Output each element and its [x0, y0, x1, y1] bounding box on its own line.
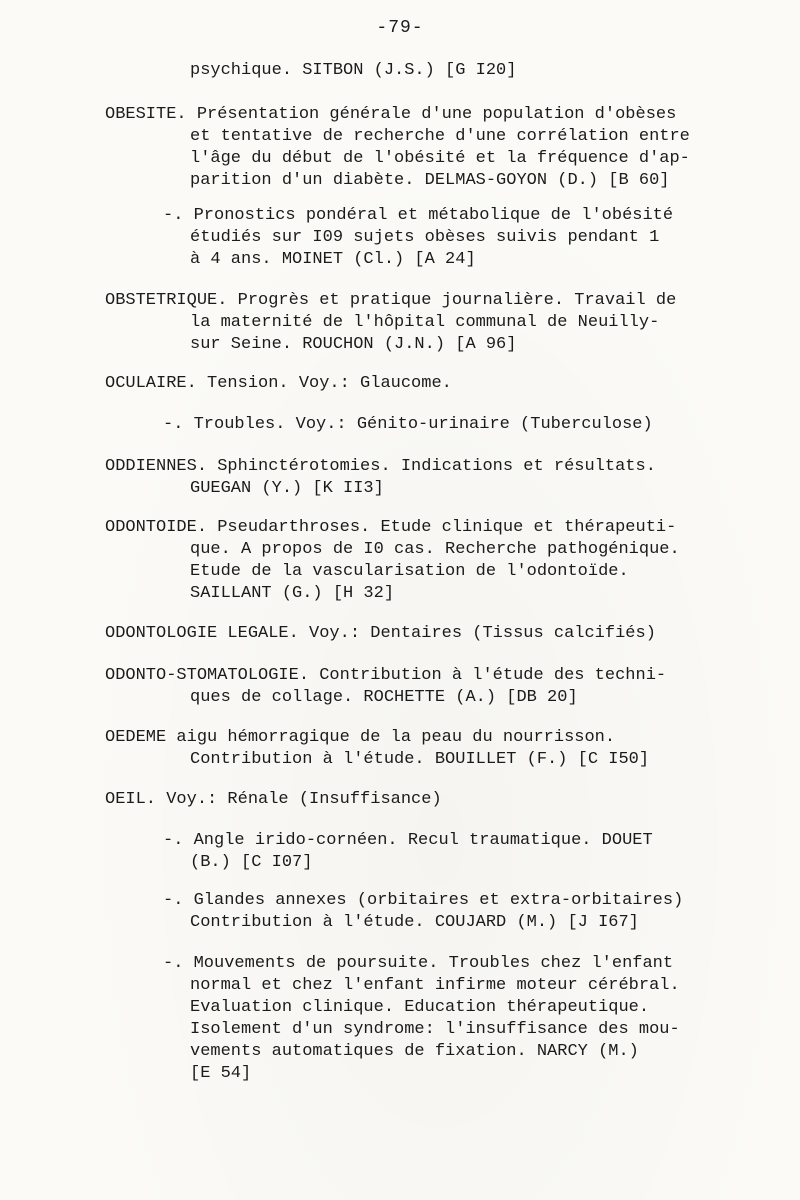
entry-line: [E 54] — [190, 1064, 252, 1083]
entry-line: -. Troubles. Voy.: Génito-urinaire (Tuberculose) — [163, 415, 653, 434]
index-entry — [105, 789, 705, 811]
entry-line: étudiés sur I09 sujets obèses suivis pendant 1 — [190, 228, 660, 247]
entry-line: GUEGAN (Y.) [K II3] — [190, 479, 384, 498]
index-entry — [105, 623, 705, 645]
index-entry — [105, 205, 705, 271]
entry-line: ODDIENNES. Sphinctérotomies. Indications et résultats. — [105, 457, 656, 476]
entry-line: la maternité de l'hôpital communal de Neuilly- — [190, 313, 660, 332]
entry-line: -. Angle irido-cornéen. Recul traumatique. DOUET — [163, 831, 653, 850]
index-entry — [105, 373, 705, 395]
entry-line: OEDEME aigu hémorragique de la peau du nourrisson. — [105, 728, 616, 747]
entry-line: -. Pronostics pondéral et métabolique de l'obésité — [163, 206, 674, 225]
index-entry — [105, 830, 705, 874]
index-entry — [105, 456, 705, 500]
entry-line: Evaluation clinique. Education thérapeutique. — [190, 998, 650, 1017]
index-entry — [105, 953, 705, 1085]
index-entry — [105, 104, 705, 192]
entry-line: sur Seine. ROUCHON (J.N.) [A 96] — [190, 335, 517, 354]
entry-line: normal et chez l'enfant infirme moteur cérébral. — [190, 976, 680, 995]
entry-line: ques de collage. ROCHETTE (A.) [DB 20] — [190, 688, 578, 707]
entry-line: vements automatiques de fixation. NARCY (M.) — [190, 1042, 639, 1061]
index-entry — [105, 890, 705, 934]
entry-line: -. Glandes annexes (orbitaires et extra-orbitaires) — [163, 891, 684, 910]
entry-line: ODONTO-STOMATOLOGIE. Contribution à l'étude des techni- — [105, 666, 667, 685]
index-entry — [105, 517, 705, 605]
entry-line: que. A propos de I0 cas. Recherche pathogénique. — [190, 540, 680, 559]
entry-line: OCULAIRE. Tension. Voy.: Glaucome. — [105, 374, 452, 393]
entry-line: OEIL. Voy.: Rénale (Insuffisance) — [105, 790, 442, 809]
entry-line: à 4 ans. MOINET (Cl.) [A 24] — [190, 250, 476, 269]
entry-line: l'âge du début de l'obésité et la fréquence d'ap- — [190, 149, 690, 168]
page-number: -79- — [376, 18, 424, 38]
entry-line: OBSTETRIQUE. Progrès et pratique journalière. Travail de — [105, 291, 677, 310]
entry-line: ODONTOLOGIE LEGALE. Voy.: Dentaires (Tissus calcifiés) — [105, 624, 656, 643]
entry-line: Contribution à l'étude. BOUILLET (F.) [C I50] — [190, 750, 650, 769]
entry-line: OBESITE. Présentation générale d'une population d'obèses — [105, 105, 677, 124]
entry-line: et tentative de recherche d'une corrélation entre — [190, 127, 690, 146]
entry-line: Etude de la vascularisation de l'odontoïde. — [190, 562, 629, 581]
index-entry — [105, 60, 705, 82]
entry-line: parition d'un diabète. DELMAS-GOYON (D.) [B 60] — [190, 171, 670, 190]
entry-line: Isolement d'un syndrome: l'insuffisance des mou- — [190, 1020, 680, 1039]
index-entry — [105, 290, 705, 356]
entry-line: -. Mouvements de poursuite. Troubles chez l'enfant — [163, 954, 674, 973]
entry-line: (B.) [C I07] — [190, 853, 313, 872]
entry-line: psychique. SITBON (J.S.) [G I20] — [190, 61, 517, 80]
entry-line: ODONTOIDE. Pseudarthroses. Etude clinique et thérapeuti- — [105, 518, 677, 537]
index-entry — [105, 414, 705, 436]
index-entry — [105, 665, 705, 709]
entry-line: Contribution à l'étude. COUJARD (M.) [J I67] — [190, 913, 639, 932]
index-entry — [105, 727, 705, 771]
entry-line: SAILLANT (G.) [H 32] — [190, 584, 395, 603]
